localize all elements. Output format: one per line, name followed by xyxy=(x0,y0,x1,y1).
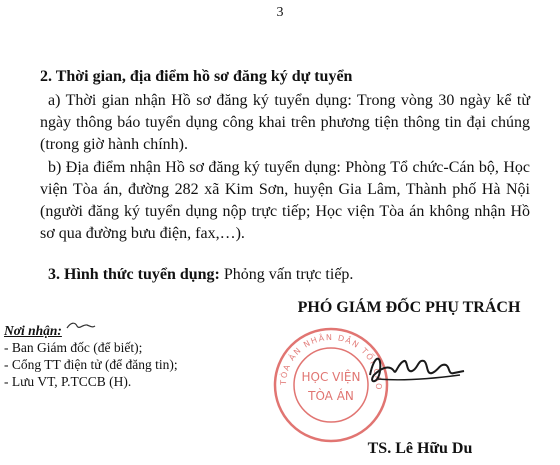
section-2-paragraph-b: b) Địa điểm nhận Hồ sơ đăng ký tuyển dụng: Phòng Tổ chức-Cán bộ, Học viện Tòa án, đường 282 xã Kim Sơn, huyện Gia Lâm, Thành phố Hà Nội (người đăng ký tuyển dụng nộp trực tiếp; Học viện Tòa án không nhận Hồ sơ qua đường bưu điện, fax,…). xyxy=(40,159,530,242)
seal-ring-text: TÒA ÁN NHÂN DÂN TỐI CAO xyxy=(278,332,384,392)
recipients-title: Nơi nhận: xyxy=(4,323,62,338)
seal-inner-text-2: TÒA ÁN xyxy=(308,389,354,403)
section-2-paragraph-a: a) Thời gian nhận Hồ sơ đăng ký tuyển dụng: Trong vòng 30 ngày kể từ ngày thông báo tuyển dụng công khai trên phương tiện thông tin đại chúng (trong giờ hành chính). xyxy=(40,92,530,153)
section-3-heading: 3. Hình thức tuyển dụng: xyxy=(48,266,220,283)
recipients-block xyxy=(4,322,178,390)
signer-title: PHÓ GIÁM ĐỐC PHỤ TRÁCH xyxy=(297,299,521,316)
initials-scribble xyxy=(65,320,97,332)
seal-inner-text-1: HỌC VIỆN xyxy=(301,370,361,384)
section-3-line xyxy=(40,264,530,286)
section-2-heading: 2. Thời gian, địa điểm hồ sơ đăng ký dự tuyển xyxy=(40,68,353,85)
section-3-text: Phỏng vấn trực tiếp. xyxy=(219,266,354,283)
page-number: 3 xyxy=(276,5,284,20)
recipient-item: - Lưu VT, P.TCCB (H). xyxy=(4,374,132,389)
signer-name: TS. Lê Hữu Du xyxy=(367,440,473,457)
handwritten-signature xyxy=(360,345,470,395)
recipient-item: - Ban Giám đốc (để biết); xyxy=(4,340,143,355)
recipient-item: - Cổng TT điện tử (để đăng tin); xyxy=(4,357,178,372)
